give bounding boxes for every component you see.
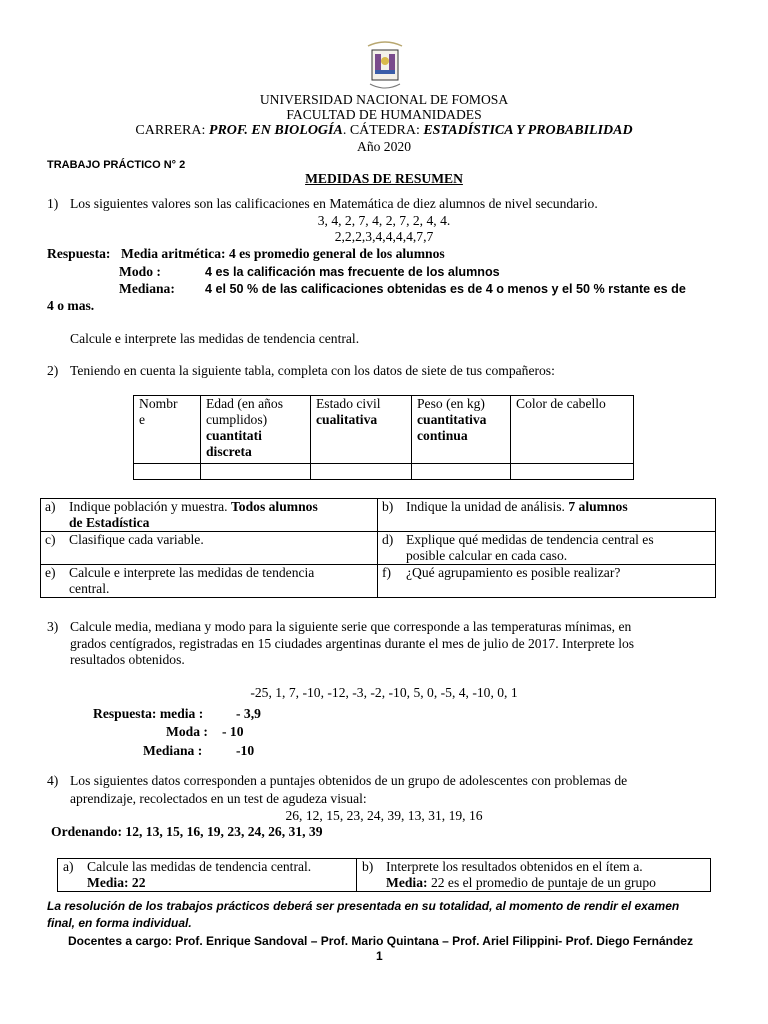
q1-text: Los siguientes valores son las calificaciones en Matemática de diez alumnos de nivel secundario. bbox=[70, 196, 598, 211]
table-empty-row bbox=[134, 464, 634, 480]
item-d-text2: posible calcular en cada caso. bbox=[406, 548, 568, 563]
q3-media-label: Respuesta: media : bbox=[93, 706, 204, 721]
q2-number: 2) bbox=[47, 363, 59, 378]
item-d-text: Explique qué medidas de tendencia central es bbox=[406, 532, 654, 547]
q3-line2: grados centígrados, registradas en 15 ciudades argentinas durante el mes de julio de 2017. Interprete los bbox=[70, 636, 635, 651]
item-label: e) bbox=[45, 565, 56, 580]
item-label: d) bbox=[382, 532, 394, 547]
item-f-text: ¿Qué agrupamiento es posible realizar? bbox=[406, 565, 621, 580]
q3-mediana-label: Mediana : bbox=[143, 743, 203, 758]
items-row bbox=[58, 859, 711, 892]
q3-moda-label: Moda : bbox=[166, 724, 208, 739]
catedra-label: . CÁTEDRA: bbox=[342, 123, 420, 138]
col-peso-type: cuantitativa bbox=[417, 412, 487, 427]
col-nombre-text2: e bbox=[139, 412, 146, 427]
item-label: a) bbox=[45, 499, 56, 514]
catedra-value: ESTADÍSTICA Y PROBABILIDAD bbox=[423, 123, 633, 138]
item-e-text: Calcule e interprete las medidas de tendencia bbox=[69, 565, 315, 580]
col-peso bbox=[412, 396, 511, 464]
item-a bbox=[41, 499, 378, 532]
col-nombre-text: Nombr bbox=[139, 396, 178, 411]
q1-instruction: Calcule e interprete las medidas de tendencia central. bbox=[70, 331, 360, 346]
col-edad bbox=[201, 396, 311, 464]
q4-values: 26, 12, 15, 23, 24, 39, 13, 31, 19, 16 bbox=[285, 808, 483, 823]
col-edad-text: Edad (en años bbox=[206, 396, 284, 411]
q4-sorted: Ordenando: 12, 13, 15, 16, 19, 23, 24, 26, 31, 39 bbox=[51, 824, 323, 839]
q3-media-value: - 3,9 bbox=[236, 706, 261, 721]
q1-number: 1) bbox=[47, 196, 59, 211]
col-color bbox=[511, 396, 634, 464]
empty-cell[interactable] bbox=[412, 464, 511, 480]
carrera-line bbox=[0, 123, 768, 139]
carrera-value: PROF. EN BIOLOGÍA bbox=[208, 123, 343, 138]
q3-moda-value: - 10 bbox=[222, 724, 244, 739]
q1-answer-media: Media aritmética: 4 es promedio general de los alumnos bbox=[121, 246, 445, 261]
page-title: MEDIDAS DE RESUMEN bbox=[305, 171, 463, 186]
q4-item-a bbox=[58, 859, 357, 892]
item-a-text: Indique población y muestra. bbox=[69, 499, 228, 514]
q3-mediana-value: -10 bbox=[236, 743, 255, 758]
q1-values: 3, 4, 2, 7, 4, 2, 7, 2, 4, 4. bbox=[317, 213, 451, 228]
q1-sorted: 2,2,2,3,4,4,4,4,7,7 bbox=[334, 229, 434, 244]
item-a-answer2: de Estadística bbox=[69, 515, 150, 530]
q3-line1: Calcule media, mediana y modo para la siguiente serie que corresponde a las temperaturas mínimas, en bbox=[70, 619, 632, 634]
empty-cell[interactable] bbox=[511, 464, 634, 480]
empty-cell[interactable] bbox=[134, 464, 201, 480]
q1-mediana-cont: 4 o mas. bbox=[47, 298, 95, 313]
q4-item-b-text: Interprete los resultados obtenidos en el ítem a. bbox=[386, 859, 643, 874]
empty-cell[interactable] bbox=[201, 464, 311, 480]
footer-note-2: final, en forma individual. bbox=[47, 916, 192, 930]
item-label: b) bbox=[382, 499, 394, 514]
q4-items-table bbox=[57, 858, 711, 892]
q4-item-b-answer-label: Media: bbox=[386, 875, 428, 890]
q4-item-a-text: Calcule las medidas de tendencia central. bbox=[87, 859, 312, 874]
col-estado bbox=[311, 396, 412, 464]
col-peso-text: Peso (en kg) bbox=[417, 396, 485, 411]
tp-label: TRABAJO PRÁCTICO N° 2 bbox=[47, 159, 186, 171]
item-label: f) bbox=[382, 565, 392, 580]
university-name: UNIVERSIDAD NACIONAL DE FOMOSA bbox=[259, 92, 509, 107]
items-row bbox=[41, 499, 716, 532]
item-label: b) bbox=[362, 859, 374, 874]
footer-docentes: Docentes a cargo: Prof. Enrique Sandoval – Prof. Mario Quintana – Prof. Ariel Filippini- Prof. Diego Fernández bbox=[68, 934, 693, 948]
q1-mediana-label: Mediana: bbox=[119, 281, 175, 296]
q4-item-a-answer: Media: 22 bbox=[87, 875, 146, 890]
q1-mediana-text: 4 el 50 % de las calificaciones obtenidas es de 4 o menos y el 50 % rstante es de bbox=[205, 282, 686, 296]
col-peso-type2: continua bbox=[417, 428, 468, 443]
table-header-row bbox=[134, 396, 634, 464]
col-edad-text2: cumplidos) bbox=[206, 412, 268, 427]
item-label: c) bbox=[45, 532, 56, 547]
item-e-text2: central. bbox=[69, 581, 110, 596]
item-f bbox=[378, 565, 716, 598]
col-nombre bbox=[134, 396, 201, 464]
item-label: a) bbox=[63, 859, 74, 874]
q4-item-b-answer: 22 es el promedio de puntaje de un grupo bbox=[430, 875, 656, 890]
q3-series: -25, 1, 7, -10, -12, -3, -2, -10, 5, 0, -5, 4, -10, 0, 1 bbox=[250, 685, 518, 700]
col-edad-type2: discreta bbox=[206, 444, 252, 459]
q4-number: 4) bbox=[47, 773, 59, 788]
item-d bbox=[378, 532, 716, 565]
col-edad-type: cuantitati bbox=[206, 428, 262, 443]
col-estado-type: cualitativa bbox=[316, 412, 378, 427]
q3-line3: resultados obtenidos. bbox=[70, 652, 185, 667]
q2-items-table bbox=[40, 498, 716, 598]
q4-line1: Los siguientes datos corresponden a puntajes obtenidos de un grupo de adolescentes con problemas de bbox=[70, 773, 628, 788]
q4-item-b bbox=[357, 859, 711, 892]
item-b bbox=[378, 499, 716, 532]
q1-modo-label: Modo : bbox=[119, 264, 161, 279]
col-estado-text: Estado civil bbox=[316, 396, 381, 411]
items-row bbox=[41, 532, 716, 565]
item-e bbox=[41, 565, 378, 598]
q1-answer-label: Respuesta: bbox=[47, 246, 111, 261]
carrera-label: CARRERA: bbox=[135, 123, 206, 138]
item-c bbox=[41, 532, 378, 565]
item-a-answer: Todos alumnos bbox=[230, 499, 318, 514]
university-logo bbox=[364, 40, 406, 92]
q1-modo-text: 4 es la calificación mas frecuente de los alumnos bbox=[205, 265, 500, 279]
col-color-text: Color de cabello bbox=[516, 396, 606, 411]
footer-note-1: La resolución de los trabajos prácticos deberá ser presentada en su totalidad, al momento de rendir el examen bbox=[47, 899, 680, 913]
page-number: 1 bbox=[376, 949, 383, 963]
item-b-text: Indique la unidad de análisis. bbox=[406, 499, 565, 514]
item-c-text: Clasifique cada variable. bbox=[69, 532, 204, 547]
year: Año 2020 bbox=[357, 139, 411, 154]
empty-cell[interactable] bbox=[311, 464, 412, 480]
data-collection-table bbox=[133, 395, 634, 480]
item-b-answer: 7 alumnos bbox=[568, 499, 628, 514]
items-row bbox=[41, 565, 716, 598]
q3-number: 3) bbox=[47, 619, 59, 634]
q4-line2: aprendizaje, recolectados en un test de agudeza visual: bbox=[70, 791, 367, 806]
q2-text: Teniendo en cuenta la siguiente tabla, completa con los datos de siete de tus compañeros: bbox=[70, 363, 555, 378]
faculty-name: FACULTAD DE HUMANIDADES bbox=[286, 107, 482, 122]
